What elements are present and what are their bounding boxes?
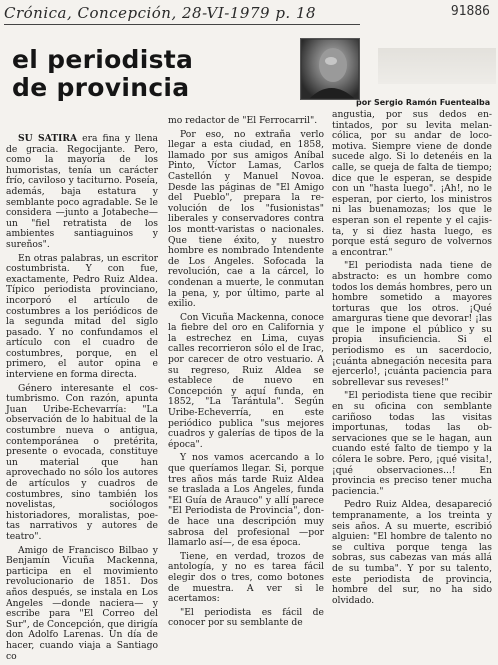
paragraph-text: Género interesante el costumbrismo. Con razón, apunta Juan Uribe-Echevarría: "La observación de lo habitual de la costumbre nueva o antigua, contemporánea o pretérita, presente o evocada, constituye un material que han aprovechado no sólo los autores de artículos y cuadros de costumbres, sino también los novelistas, sociólogos historiadores, moralistas, poetas narrativos y autores de teatro". [6,382,158,542]
archive-stamp: 91886 [450,4,490,19]
article-column-3 [332,110,492,609]
article-paragraph [168,116,324,127]
paragraph-text: Tiene, en verdad, trozos de antología, y no es tarea fácil elegir dos o tres, como botones de muestra. A ver si le acertamos: [168,550,324,605]
article-paragraph [6,546,158,663]
article-byline: por Sergio Ramón Fuentealba [356,98,491,107]
article-paragraph [6,384,158,543]
paragraph-text: Y nos vamos acercando a lo que queríamos llegar. Si, porque tres años más tarde Ruiz Aldea se traslada a Los Angeles, funda "El Guía de Arauco" y allí parece "El Periodista de Provincia", donde hace una descripción muy sabrosa del profesional —por llamarlo así—, de esa época. [168,452,324,549]
paragraph-text: "El periodista es fácil de conocer por su semblante de [168,606,324,629]
article-paragraph [332,261,492,388]
article-paragraph [332,391,492,497]
paragraph-text: En otras palabras, un escritor costumbrista. Y con fue, exactamente, Pedro Ruiz Aldea. Típico periodista provinciano, incorporó el artículo de costumbres a los periódicos de la segunda mitad del siglo pasado. Y no confundamos el artículo con el cuadro de costumbres, porque, en el primero, el autor opina e interviene en forma directa. [6,252,158,381]
paragraph-text: Por eso, no extraña verlo llegar a esta ciudad, en 1858, llamado por sus amigos Aníbal Pinto, Víctor Lamas, Carlos Castellón y Manuel Novoa. Desde las páginas de "El Amigo del Pueblo", prepara la revolución de los "fusionistas" liberales y conservadores contra los montt-varistas o nacionales. Que tiene éxito, y nuestro hombre es nombrado Intendente de Los Angeles. Sofocada la revolución, cae a la cárcel, lo condenan a muerte, le conmutan la pena, y, por último, parte al exilio. [168,128,324,310]
article-column-2 [168,116,324,632]
article-paragraph [332,500,492,606]
paragraph-text: "El periodista nada tiene de abstracto: es un hombre como todos los demás hombres, pero un hombre sometido a mayores torturas que los otros. ¡Qué amarguras tiene que devorar! ¡las que le impone el público y su propia insuficiencia. Si el periodismo es un sacerdocio, ¡cuánta abnegación necesita para ejercerlo!, ¡cuánta paciencia para sobrellevar sus reveses!" [332,260,492,388]
article-paragraph [332,110,492,258]
paragraph-text: "El periodista tiene que recibir en su oficina con semblante cariñoso todas las visitas importunas, todas las observaciones que se le hagan, aun cuando esté falto de tiempo y la cólera le sobre. Pero, ¡qué visita!, ¡qué observaciones...! En provincia es preciso tener mucha paciencia." [332,390,492,497]
headline-line-1: el periodista [12,45,194,74]
article-paragraph [6,134,158,251]
lead-in-text: SU SATIRA [18,133,78,144]
article-headline [12,46,342,102]
handwritten-source-note [4,4,424,26]
article-paragraph [168,608,324,629]
portrait-image [301,39,359,99]
paragraph-text: angustia, por sus dedos entintados, por su levita melancólica, por su andar de locomotiva. Siempre viene de donde sucede algo. Si lo detenéis en la calle, se queja de falta de tiempo; dice que le esperan, se despide con un "hasta luego". ¡Ah!, no le esperan, por cierto, los ministros ni las buenamozas; los que le esperan son el repente y el cajista, y si diez hasta luego, es porque está seguro de volvernos a encontrar." [332,109,492,258]
paragraph-text: era fina y llena de gracia. Regocijante. Pero, como la mayoría de los humoristas, tenía un carácter frío, caviloso y taciturno. Poseía, además, baja estatura y semblante poco agradable. Se le considera —junto a Jotabeche— un "fiel retratista de los ambientes santiaguinos y sureños". [6,133,158,250]
handwritten-note-text: Crónica, Concepción, 28-VI-1979 p. 18 [4,4,317,22]
author-photo [300,38,360,100]
faded-header-band [378,48,496,84]
paragraph-text: Amigo de Francisco Bilbao y Benjamín Vicuña Mackenna, participa en el movimiento revolucionario de 1851. Dos años después, se instala en Los Angeles —donde naciera— y escribe para "El Correo del Sur", de Concepción, que dirigía don Adolfo Larenas. Un día de hacer, cuando viaja a Santiago co [6,544,158,662]
paragraph-text: mo redactor de "El Ferrocarril". [168,115,318,126]
article-paragraph [168,453,324,548]
article-paragraph [6,254,158,381]
handwritten-underline [4,24,360,25]
article-paragraph [168,313,324,451]
article-paragraph [168,552,324,605]
article-paragraph [168,130,324,310]
paragraph-text: Con Vicuña Mackenna, conoce la fiebre del oro en California y la estrechez en Lima, cuyas calles recorrieron sólo el de Irac, por carecer de otro vestuario. A su regreso, Ruiz Aldea se establece de nuevo en Concepción y aquí funda, en 1852, "La Tarántula". Según Uribe-Echeverría, en este periódico publica "sus mejores cuadros y galerías de tipos de la época". [168,311,324,450]
article-column-1 [6,134,158,665]
headline-line-2: de provincia [12,73,190,102]
paragraph-text: Pedro Ruiz Aldea, desapareció tempranamente, a los treinta y seis años. A su muerte, escribió alguien: "El hombre de talento no se cultiva porque tenga las sobras, sus cabezas van más allá de su tumba". Y por su talento, este periodista de provincia, hombre del sur, no ha sido olvidado. [332,499,492,606]
